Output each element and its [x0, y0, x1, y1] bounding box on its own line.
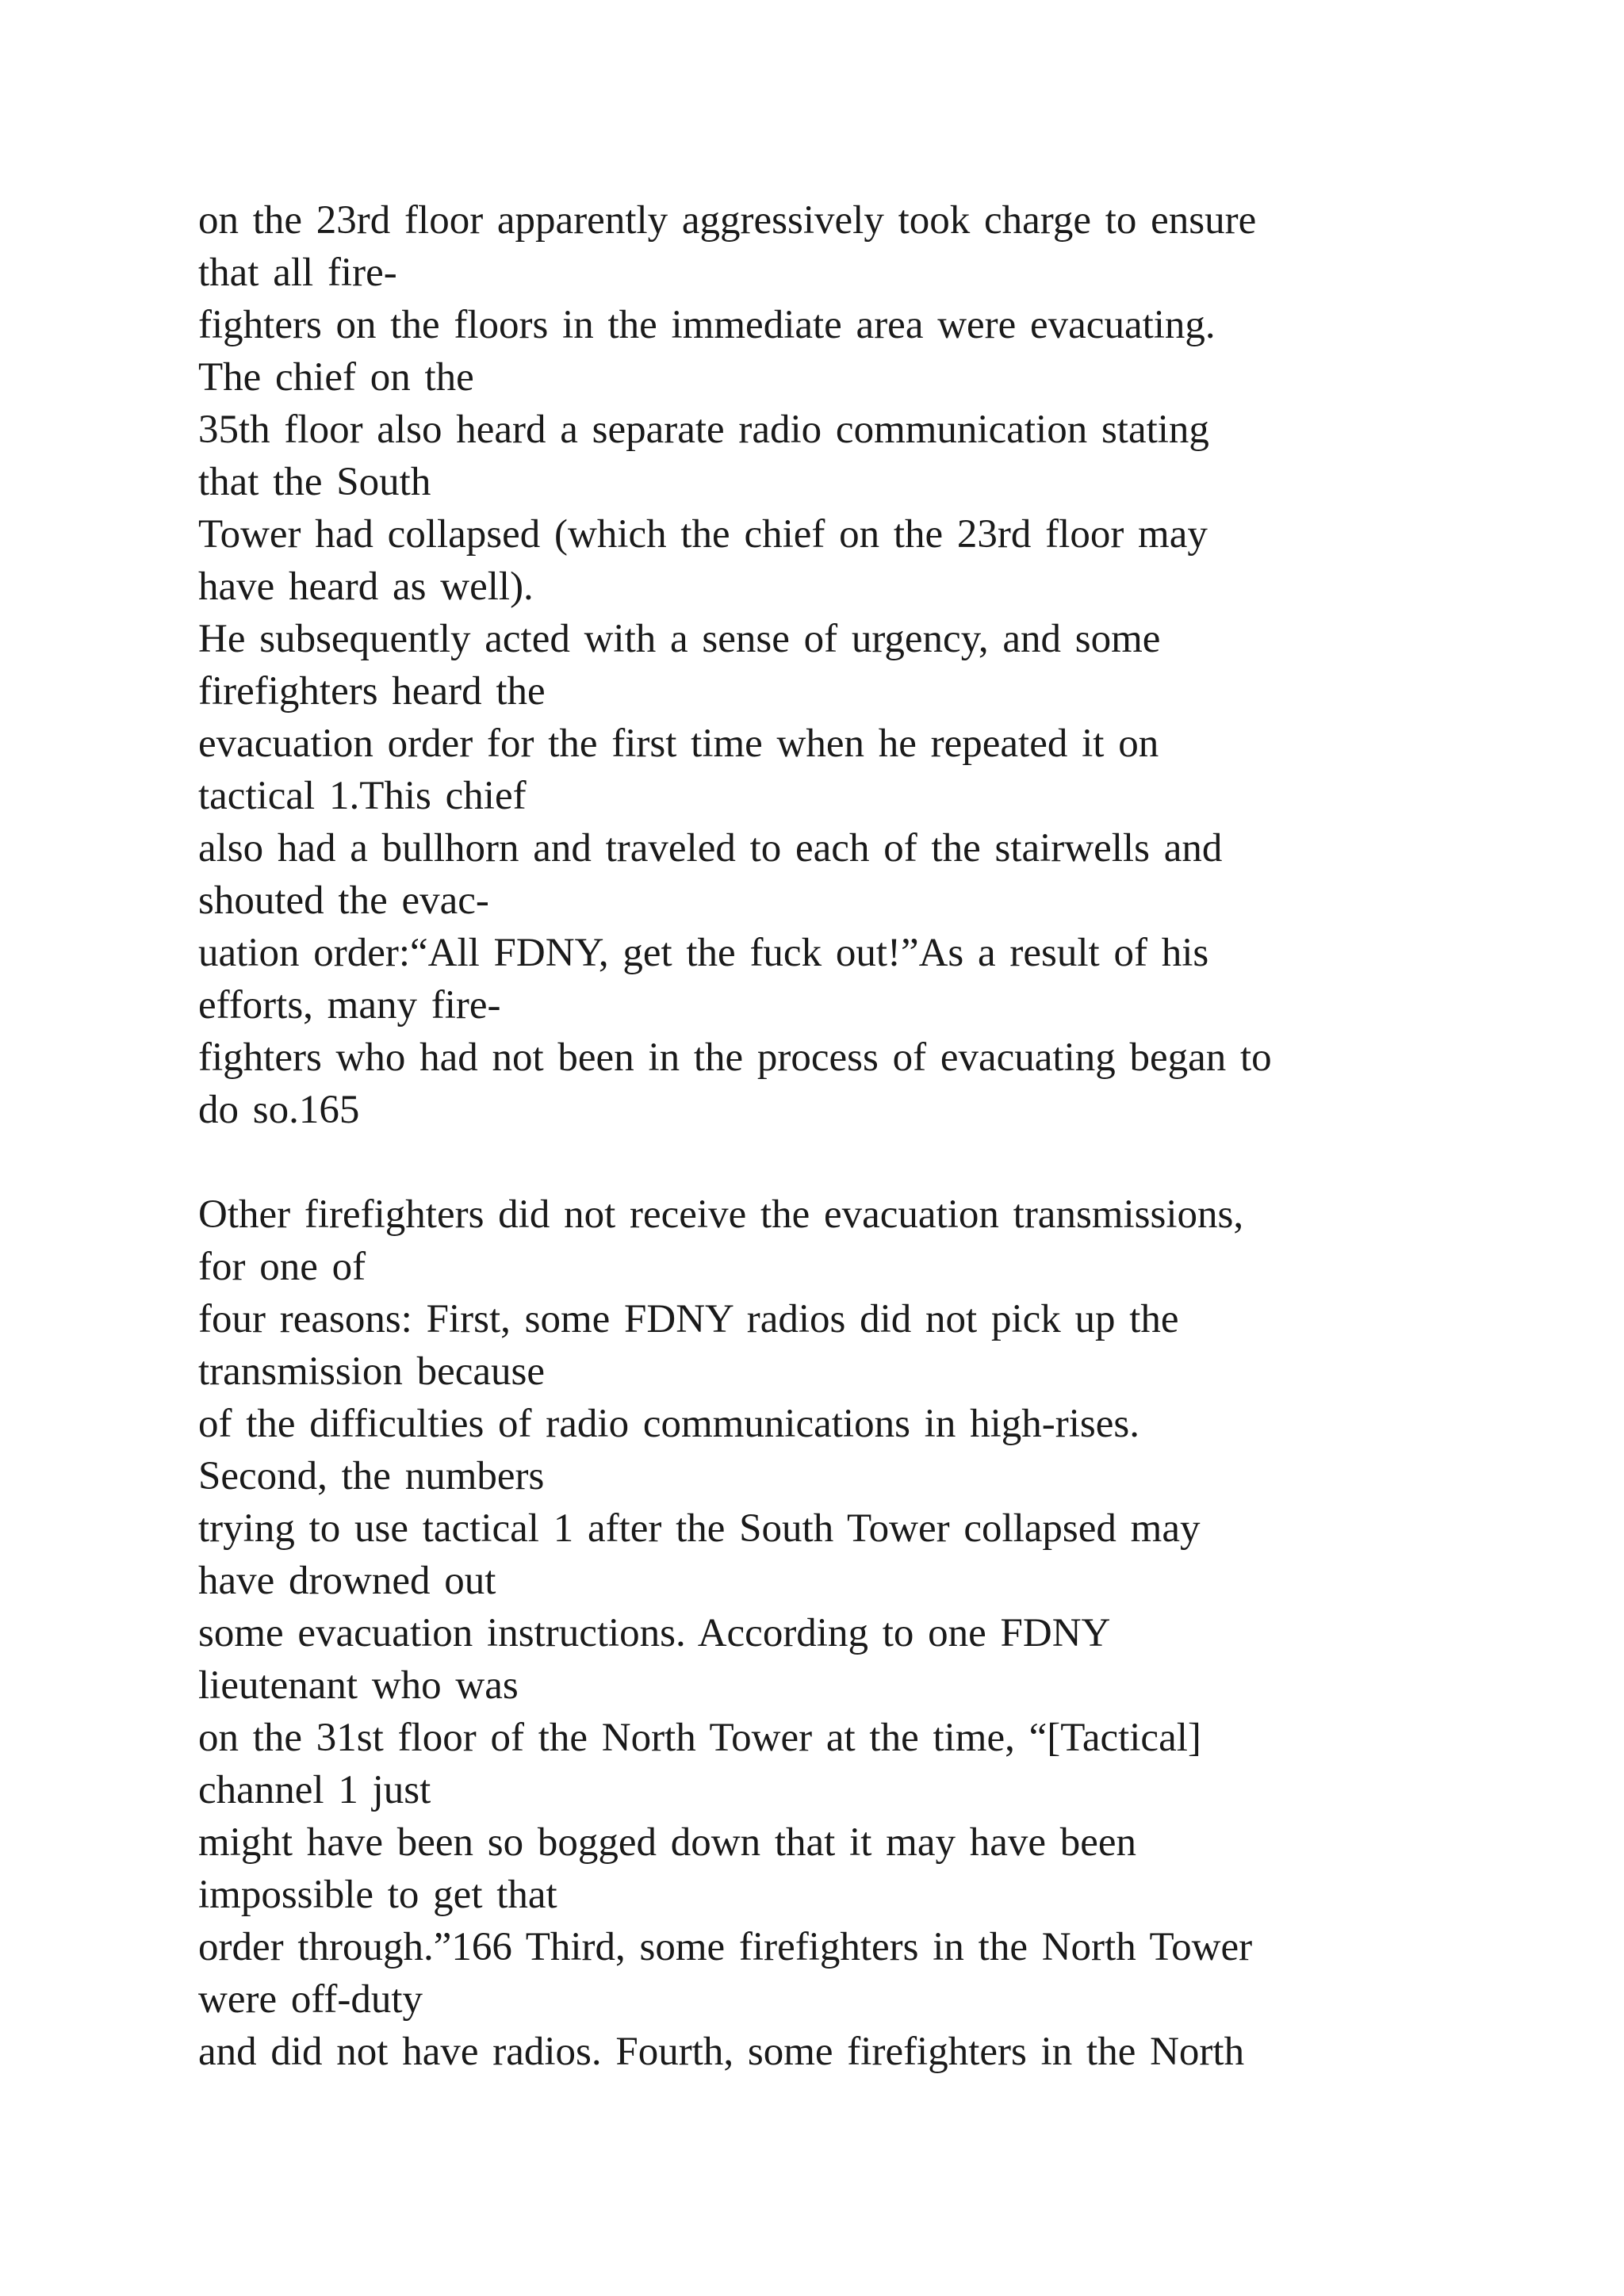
text-line: have heard as well). [198, 564, 534, 609]
text-line: were off-duty [198, 1977, 423, 2022]
text-line: channel 1 just [198, 1768, 431, 1812]
text-line: lieutenant who was [198, 1663, 519, 1708]
text-line: transmission because [198, 1349, 545, 1394]
text-line: fighters on the floors in the immediate area were evacuating. [198, 303, 1216, 347]
text-line: impossible to get that [198, 1873, 557, 1917]
text-line: might have been so bogged down that it may have been [198, 1820, 1137, 1865]
text-line: 35th floor also heard a separate radio communication stating [198, 408, 1209, 452]
text-line: firefighters heard the [198, 669, 546, 714]
text-line: on the 31st floor of the North Tower at the time, “[Tactical] [198, 1716, 1201, 1760]
text-line: order through.”166 Third, some firefighters in the North Tower [198, 1925, 1253, 1969]
text-line: some evacuation instructions. According to one FDNY [198, 1611, 1111, 1655]
text-line: that all fire- [198, 251, 397, 295]
text-line: have drowned out [198, 1559, 496, 1603]
text-line: on the 23rd floor apparently aggressively took charge to ensure [198, 198, 1257, 243]
text-line: do so.165 [198, 1088, 360, 1132]
paragraph-gap [198, 1136, 1546, 1188]
text-line: shouted the evac- [198, 878, 489, 923]
text-line: evacuation order for the first time when he repeated it on [198, 721, 1159, 766]
text-line: uation order:“All FDNY, get the fuck out!”As a result of his [198, 931, 1209, 975]
text-line: of the difficulties of radio communications in high-rises. [198, 1402, 1139, 1446]
text-line: efforts, many fire- [198, 983, 501, 1027]
text-line: that the South [198, 460, 431, 504]
text-line: Tower had collapsed (which the chief on the 23rd floor may [198, 512, 1208, 557]
text-line: The chief on the [198, 355, 474, 400]
text-line: four reasons: First, some FDNY radios did not pick up the [198, 1297, 1179, 1341]
paragraph-2 [198, 1188, 1546, 2078]
text-line: He subsequently acted with a sense of urgency, and some [198, 617, 1161, 661]
text-line: for one of [198, 1245, 366, 1289]
text-line: and did not have radios. Fourth, some firefighters in the North [198, 2030, 1245, 2074]
text-line: fighters who had not been in the process of evacuating began to [198, 1035, 1272, 1080]
text-line: Second, the numbers [198, 1454, 545, 1498]
text-line: also had a bullhorn and traveled to each of the stairwells and [198, 826, 1223, 871]
text-line: trying to use tactical 1 after the South Tower collapsed may [198, 1506, 1201, 1551]
text-line: Other firefighters did not receive the evacuation transmissions, [198, 1192, 1244, 1237]
text-line: tactical 1.This chief [198, 774, 527, 818]
paragraph-1 [198, 194, 1546, 1136]
document-text [198, 194, 1546, 2078]
